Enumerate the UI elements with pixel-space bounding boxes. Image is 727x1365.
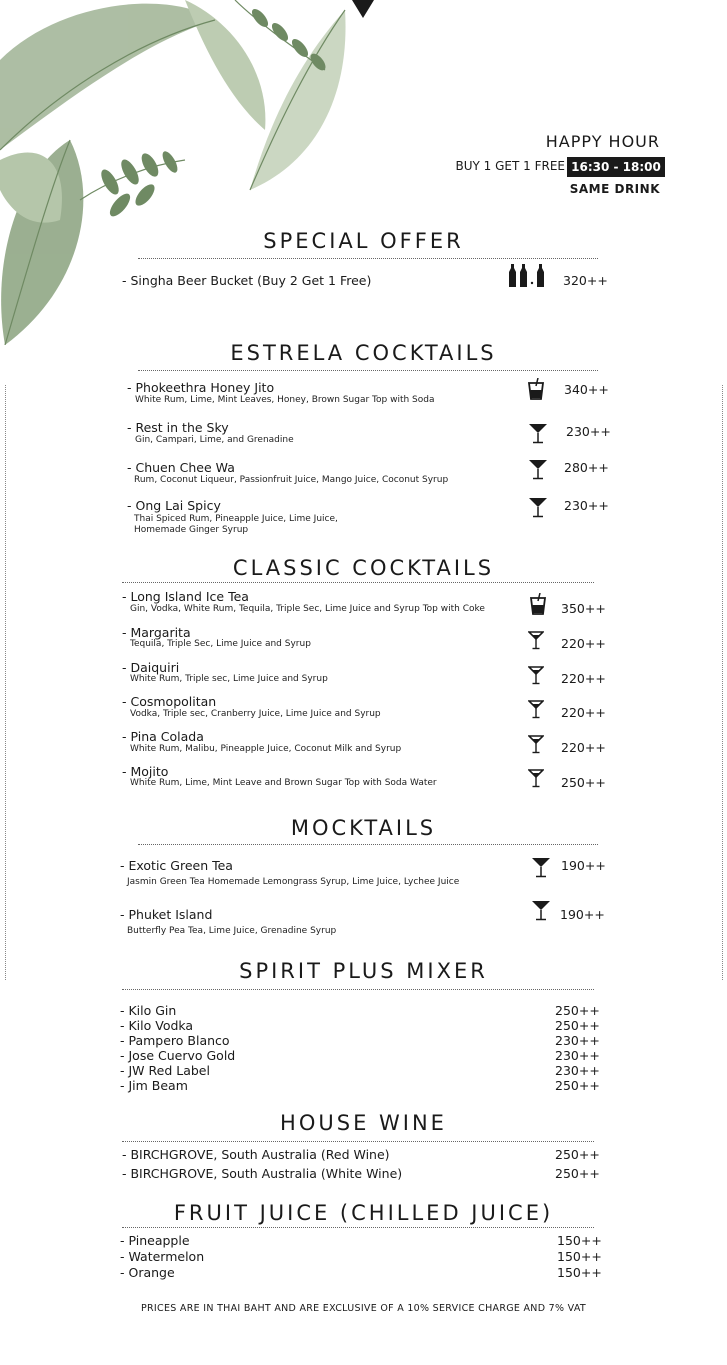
martini-glass-icon xyxy=(528,699,544,719)
item-name: - Daiquiri xyxy=(122,660,180,675)
section-title-spirit-plus-mixer: SPIRIT PLUS MIXER xyxy=(239,959,488,983)
item-name: - Orange xyxy=(120,1265,175,1280)
item-price: 150++ xyxy=(557,1265,602,1280)
item-desc: Rum, Coconut Liqueur, Passionfruit Juice, Mango Juice, Coconut Syrup xyxy=(134,475,449,485)
cocktail-glass-icon xyxy=(528,496,548,518)
martini-glass-icon xyxy=(528,630,544,650)
item-price: 220++ xyxy=(561,636,606,651)
item-price: 220++ xyxy=(561,740,606,755)
item-price: 320++ xyxy=(563,273,608,288)
item-name: - Jim Beam xyxy=(120,1078,188,1093)
item-desc: Butterfly Pea Tea, Lime Juice, Grenadine Syrup xyxy=(127,926,337,936)
section-rule xyxy=(138,844,598,845)
item-desc: White Rum, Lime, Mint Leave and Brown Sugar Top with Soda Water xyxy=(130,778,437,788)
item-desc: Tequila, Triple Sec, Lime Juice and Syrup xyxy=(130,639,311,649)
item-price: 250++ xyxy=(555,1018,600,1033)
beer-bottles-icon xyxy=(506,264,546,288)
martini-glass-icon xyxy=(528,665,544,685)
top-marker-icon xyxy=(352,0,374,18)
section-title-classic-cocktails: CLASSIC COCKTAILS xyxy=(232,556,495,580)
item-name: - BIRCHGROVE, South Australia (White Wine) xyxy=(122,1166,403,1181)
highball-glass-icon xyxy=(528,593,548,615)
item-name: - Kilo Vodka xyxy=(120,1018,194,1033)
item-price: 280++ xyxy=(564,460,609,475)
section-rule xyxy=(122,989,594,990)
item-desc: Gin, Campari, Lime, and Grenadine xyxy=(135,435,294,445)
cocktail-glass-icon xyxy=(531,856,551,878)
section-rule xyxy=(138,258,598,259)
item-name: - Chuen Chee Wa xyxy=(127,460,235,475)
item-price: 350++ xyxy=(561,601,606,616)
happy-hour-offer: BUY 1 GET 1 FREE xyxy=(455,159,565,173)
left-border xyxy=(5,385,6,980)
footer-note: PRICES ARE IN THAI BAHT AND ARE EXCLUSIVE OF A 10% SERVICE CHARGE AND 7% VAT xyxy=(141,1303,586,1314)
item-desc: White Rum, Lime, Mint Leaves, Honey, Brown Sugar Top with Soda xyxy=(135,395,435,405)
item-price: 250++ xyxy=(555,1003,600,1018)
item-name: - Watermelon xyxy=(120,1249,205,1264)
item-price: 250++ xyxy=(561,775,606,790)
item-desc: Gin, Vodka, White Rum, Tequila, Triple Sec, Lime Juice and Syrup Top with Coke xyxy=(130,604,485,614)
item-desc: Vodka, Triple sec, Cranberry Juice, Lime Juice and Syrup xyxy=(130,709,381,719)
item-name: - Exotic Green Tea xyxy=(120,858,233,873)
item-name: - BIRCHGROVE, South Australia (Red Wine) xyxy=(122,1147,390,1162)
item-price: 150++ xyxy=(557,1233,602,1248)
item-price: 150++ xyxy=(557,1249,602,1264)
item-desc: Homemade Ginger Syrup xyxy=(134,525,249,535)
item-name: - Phuket Island xyxy=(120,907,213,922)
item-name: - Margarita xyxy=(122,625,191,640)
item-price: 230++ xyxy=(566,424,611,439)
item-name: - Singha Beer Bucket (Buy 2 Get 1 Free) xyxy=(122,273,372,288)
item-price: 230++ xyxy=(555,1048,600,1063)
martini-glass-icon xyxy=(528,734,544,754)
item-desc: Jasmin Green Tea Homemade Lemongrass Syrup, Lime Juice, Lychee Juice xyxy=(127,877,460,887)
item-name: - Kilo Gin xyxy=(120,1003,177,1018)
highball-glass-icon xyxy=(526,378,546,400)
item-price: 250++ xyxy=(555,1147,600,1162)
cocktail-glass-icon xyxy=(528,458,548,480)
right-border xyxy=(722,385,723,980)
item-name: - JW Red Label xyxy=(120,1063,210,1078)
item-price: 220++ xyxy=(561,671,606,686)
section-rule xyxy=(122,1141,594,1142)
item-name: - Phokeethra Honey Jito xyxy=(127,380,275,395)
section-title-house-wine: HOUSE WINE xyxy=(280,1111,447,1135)
item-name: - Jose Cuervo Gold xyxy=(120,1048,236,1063)
item-price: 230++ xyxy=(564,498,609,513)
section-title-special-offer: SPECIAL OFFER xyxy=(263,229,464,253)
item-price: 250++ xyxy=(555,1166,600,1181)
section-rule xyxy=(138,370,598,371)
item-name: - Pampero Blanco xyxy=(120,1033,230,1048)
item-name: - Rest in the Sky xyxy=(127,420,229,435)
item-name: - Pineapple xyxy=(120,1233,190,1248)
section-title-fruit-juice: FRUIT JUICE (CHILLED JUICE) xyxy=(173,1201,554,1225)
item-desc: Thai Spiced Rum, Pineapple Juice, Lime Juice, xyxy=(134,514,338,524)
item-price: 230++ xyxy=(555,1033,600,1048)
item-price: 250++ xyxy=(555,1078,600,1093)
cocktail-glass-icon xyxy=(531,899,551,921)
section-rule xyxy=(122,582,594,583)
section-title-mocktails: MOCKTAILS xyxy=(290,816,437,840)
item-desc: White Rum, Malibu, Pineapple Juice, Coconut Milk and Syrup xyxy=(130,744,402,754)
item-price: 220++ xyxy=(561,705,606,720)
happy-hour-time: 16:30 - 18:00 xyxy=(567,157,665,177)
happy-hour-note: SAME DRINK xyxy=(569,182,660,196)
item-name: - Mojito xyxy=(122,764,169,779)
item-name: - Long Island Ice Tea xyxy=(122,589,249,604)
item-price: 340++ xyxy=(564,382,609,397)
cocktail-glass-icon xyxy=(528,422,548,444)
item-price: 190++ xyxy=(560,907,605,922)
leaf-illustration xyxy=(0,0,360,345)
happy-hour-title: HAPPY HOUR xyxy=(545,132,660,151)
item-name: - Cosmopolitan xyxy=(122,694,217,709)
item-name: - Ong Lai Spicy xyxy=(127,498,221,513)
item-price: 190++ xyxy=(561,858,606,873)
martini-glass-icon xyxy=(528,768,544,788)
section-rule xyxy=(122,1227,594,1228)
section-title-estrela-cocktails: ESTRELA COCKTAILS xyxy=(230,341,497,365)
item-desc: White Rum, Triple sec, Lime Juice and Syrup xyxy=(130,674,328,684)
item-name: - Pina Colada xyxy=(122,729,204,744)
item-price: 230++ xyxy=(555,1063,600,1078)
